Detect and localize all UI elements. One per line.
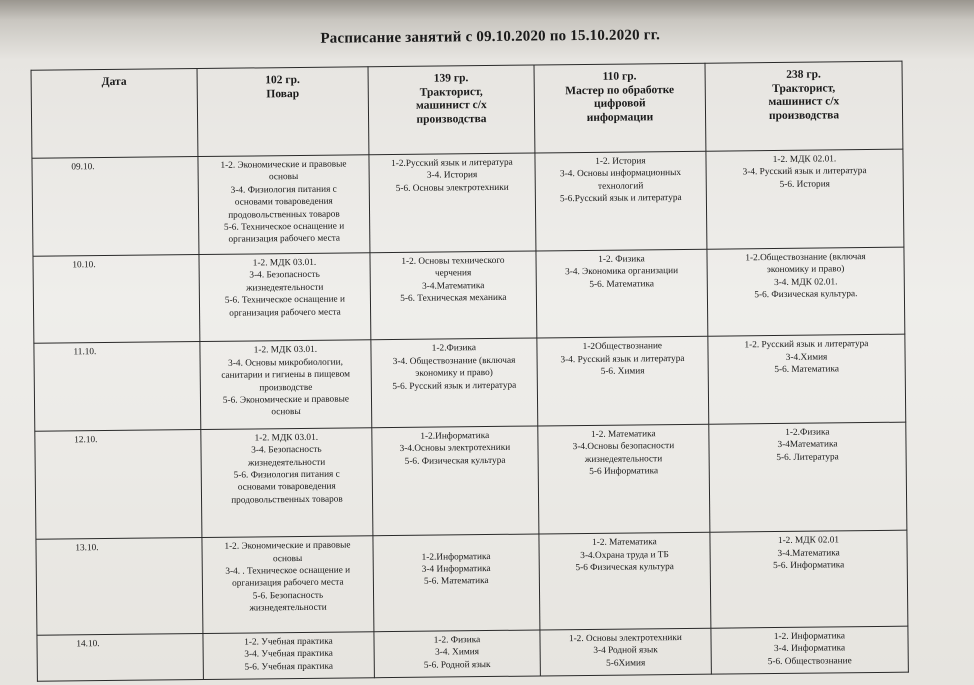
table-row [32,149,904,256]
lesson-line: 3-4. Химия [435,647,480,658]
lesson-line: 3-4.Охрана труда и ТБ [580,549,669,561]
date-cell [35,429,202,539]
lesson-line: 1-2.Русский язык и литература [391,157,513,170]
lesson-line: продовольственных товаров [231,494,343,506]
lesson-line: 1-2. Русский язык и литература [744,339,869,351]
lesson-line: экономику и право) [766,264,845,276]
date-cell [36,538,203,636]
lesson-line: производстве [259,382,313,393]
lesson-line: 1-2.Информатика [421,551,491,563]
lesson-cell [539,532,711,630]
lesson-line: 1-2. Физика [598,254,645,265]
lesson-cell [706,149,904,249]
lesson-line: 1-2. МДК 03.01. [252,257,317,269]
lesson-line: 5-6.Русский язык и литература [559,193,682,205]
header-line: Тракторист, [419,85,483,99]
lesson-line: продовольственных товаров [228,209,340,221]
lesson-line: 5-6. Учебная практика [244,661,334,673]
lesson-line: 3-4. Основы информационных [559,168,682,180]
lesson-cell [536,249,708,338]
lesson-cell [370,251,537,340]
lesson-line: жизнедеятельности [249,602,327,614]
table-row [37,626,908,681]
lesson-line: жизнедеятельности [584,453,663,465]
lesson-line: 3-4. Безопасность [249,270,320,281]
lesson-cell [199,253,371,342]
schedule-page [10,10,974,685]
lesson-line: 5-6. Техническое оснащение и [223,221,345,233]
header-line: Повар [266,87,300,100]
date-cell [34,342,201,431]
schedule-body [32,149,908,681]
header-line: производства [768,108,840,122]
lesson-line: 3-4. МДК 02.01. [773,277,838,288]
table-row [34,334,906,431]
lesson-line: 3-4. История [426,170,478,182]
date-label: 11.10. [73,347,97,358]
lesson-line: технологий [597,181,644,192]
schedule-table [31,61,909,682]
lesson-cell [373,534,540,632]
lesson-line: 3-4. Основы микробиологии, [228,357,343,369]
page-title: Расписание занятий с 09.10.2020 по 15.10.2020 гг. [320,27,661,47]
lesson-line: 5-6. Безопасность [252,590,324,602]
header-line: 110 гр. [602,70,637,83]
lesson-line: 3-4. Обществознание (включая [392,355,516,367]
header-line: Дата [101,75,127,89]
date-cell [32,157,199,257]
header-date [31,69,198,159]
lesson-line: организация рабочего места [229,307,341,319]
lesson-line: 1-2. Экономические и правовые [224,540,351,552]
lesson-line: 1-2. Математика [592,537,657,549]
lesson-cell [372,426,539,536]
header-line: 102 гр. [265,73,300,87]
table-row [35,422,907,539]
lesson-cell [708,334,906,424]
lesson-line: 5-6. Техническая механика [400,292,507,305]
table-row [36,530,908,635]
lesson-line: 1-2. Математика [590,429,656,440]
lesson-line: 5-6. Математика [589,278,655,290]
header-row [31,61,903,158]
lesson-cell [203,632,375,680]
header-line: информации [586,110,654,124]
lesson-line: 5-6 Физическая культура [575,562,674,574]
header-line: 139 гр. [433,72,469,85]
lesson-line: 5-6. Физическая культура [404,455,506,467]
lesson-line: 5-6. Техническое оснащение и [224,294,345,306]
lesson-cell [707,247,905,337]
lesson-line: основы [271,407,301,418]
lesson-line: 3-4 Родной язык [593,645,658,657]
lesson-line: 1-2. Физика [433,635,481,646]
lesson-line: 5-6. Основы электротехники [395,182,509,194]
lesson-line: организация рабочего места [228,233,341,246]
lesson-line: основы [268,172,299,183]
header-line: Тракторист, [772,81,836,95]
lesson-line: основы [272,553,303,564]
lesson-line: черчения [434,268,472,279]
header-group-102 [197,67,369,157]
lesson-line: 5-6. Русский язык и литература [392,380,517,392]
lesson-cell [535,151,707,251]
lesson-cell [374,630,540,678]
header-line: цифровой [593,97,646,110]
lesson-line: 3-4. Учебная практика [244,648,333,660]
lesson-line: 3-4. Русский язык и литература [560,353,685,366]
lesson-line: 5-6. Экономические и правовые [222,394,350,406]
lesson-cell [540,628,712,676]
date-label: 12.10. [74,434,98,446]
lesson-line: 3-4.Основы безопасности [572,441,675,453]
lesson-line: жизнедеятельности [247,457,326,469]
lesson-line: 5-6. История [779,179,830,190]
lesson-line: 5-6. Литература [776,451,839,463]
lesson-line: 1-2. МДК 02.01. [772,154,837,166]
lesson-line: 3-4.Основы электротехники [399,443,511,455]
lesson-line: 1-2.Физика [431,343,477,354]
lesson-line: 3-4. . Техническое оснащение и [225,565,351,577]
lesson-line: 3-4.Математика [777,547,840,559]
header-line: 238 гр. [786,68,821,81]
lesson-cell [710,530,908,628]
header-line: Мастер по обработке [565,83,675,97]
header-group-139 [368,65,535,155]
lesson-line: 5-6Химия [606,658,646,669]
header-line: машинист с/х [768,95,840,109]
lesson-line: 1-2. МДК 03.01. [253,345,318,356]
lesson-line: 1-2. Экономические и правовые [220,159,347,171]
lesson-line: 3-4.Математика [422,280,485,292]
lesson-line: 3-4. Физиология питания с [230,184,337,196]
lesson-line: санитарии и гигиены в пищевом [221,369,351,381]
lesson-line: 3-4Математика [777,439,838,451]
date-label: 13.10. [75,543,99,554]
lesson-line: жизнедеятельности [246,282,324,294]
lesson-line: 3-4. Безопасность [251,444,322,456]
lesson-cell [200,340,372,429]
header-line: производства [416,112,487,126]
lesson-cell [711,626,909,674]
lesson-line: 5-6. Математика [423,576,489,588]
lesson-line: 5-6. Математика [774,364,840,376]
lesson-line: 1-2.Обществознание (включая [745,251,866,264]
lesson-line: 1-2. МДК 03.01. [254,432,319,444]
lesson-cell [371,338,538,427]
lesson-line: организация рабочего места [232,577,344,590]
lesson-line: 1-2. Основы технического [401,255,505,267]
lesson-line: 5-6. Информатика [773,560,845,571]
lesson-line: 5-6 Информатика [589,466,659,477]
lesson-cell [198,155,370,255]
lesson-line: 3-4 Информатика [421,563,491,575]
date-label: 14.10. [76,639,100,650]
lesson-line: 3-4.Химия [785,352,828,363]
header-line: машинист с/х [415,99,487,112]
lesson-line: 5-6. Физиология питания с [233,469,340,481]
lesson-line: основами товароведения [234,196,333,208]
lesson-line: 5-6. Физическая культура. [754,289,858,301]
date-cell [37,633,203,681]
lesson-line: 1-2. МДК 02.01 [777,535,840,547]
lesson-cell [538,424,710,534]
lesson-cell [709,422,907,532]
lesson-line: 3-4. Русский язык и литература [742,166,867,178]
date-cell [33,254,200,343]
lesson-cell [202,536,374,634]
lesson-cell [369,153,536,253]
lesson-line: 1-2Обществознание [582,341,663,353]
lesson-line: основами товароведения [237,482,336,494]
lesson-cell [537,337,709,426]
lesson-line: 5-6. Родной язык [423,659,491,671]
lesson-line: 3-4. Экономика организации [565,266,679,278]
header-group-238 [705,61,903,151]
lesson-line: экономику и право) [415,368,493,379]
lesson-line: 1-2. Учебная практика [244,636,333,648]
lesson-line: 1-2. Основы электротехники [568,632,682,645]
lesson-line: 1-2. Информатика [773,631,846,642]
lesson-line: 1-2.Информатика [420,430,490,442]
lesson-cell [201,428,373,538]
lesson-line: 5-6. Химия [600,366,645,377]
date-label: 10.10. [72,259,96,271]
table-row [33,247,905,344]
date-label: 09.10. [71,162,95,173]
header-group-110 [534,63,706,153]
lesson-line: 1-2. История [595,156,646,167]
lesson-line: 1-2.Физика [785,427,830,438]
lesson-line: 3-4. Информатика [773,643,846,655]
lesson-line: 5-6. Обществознание [767,655,852,667]
